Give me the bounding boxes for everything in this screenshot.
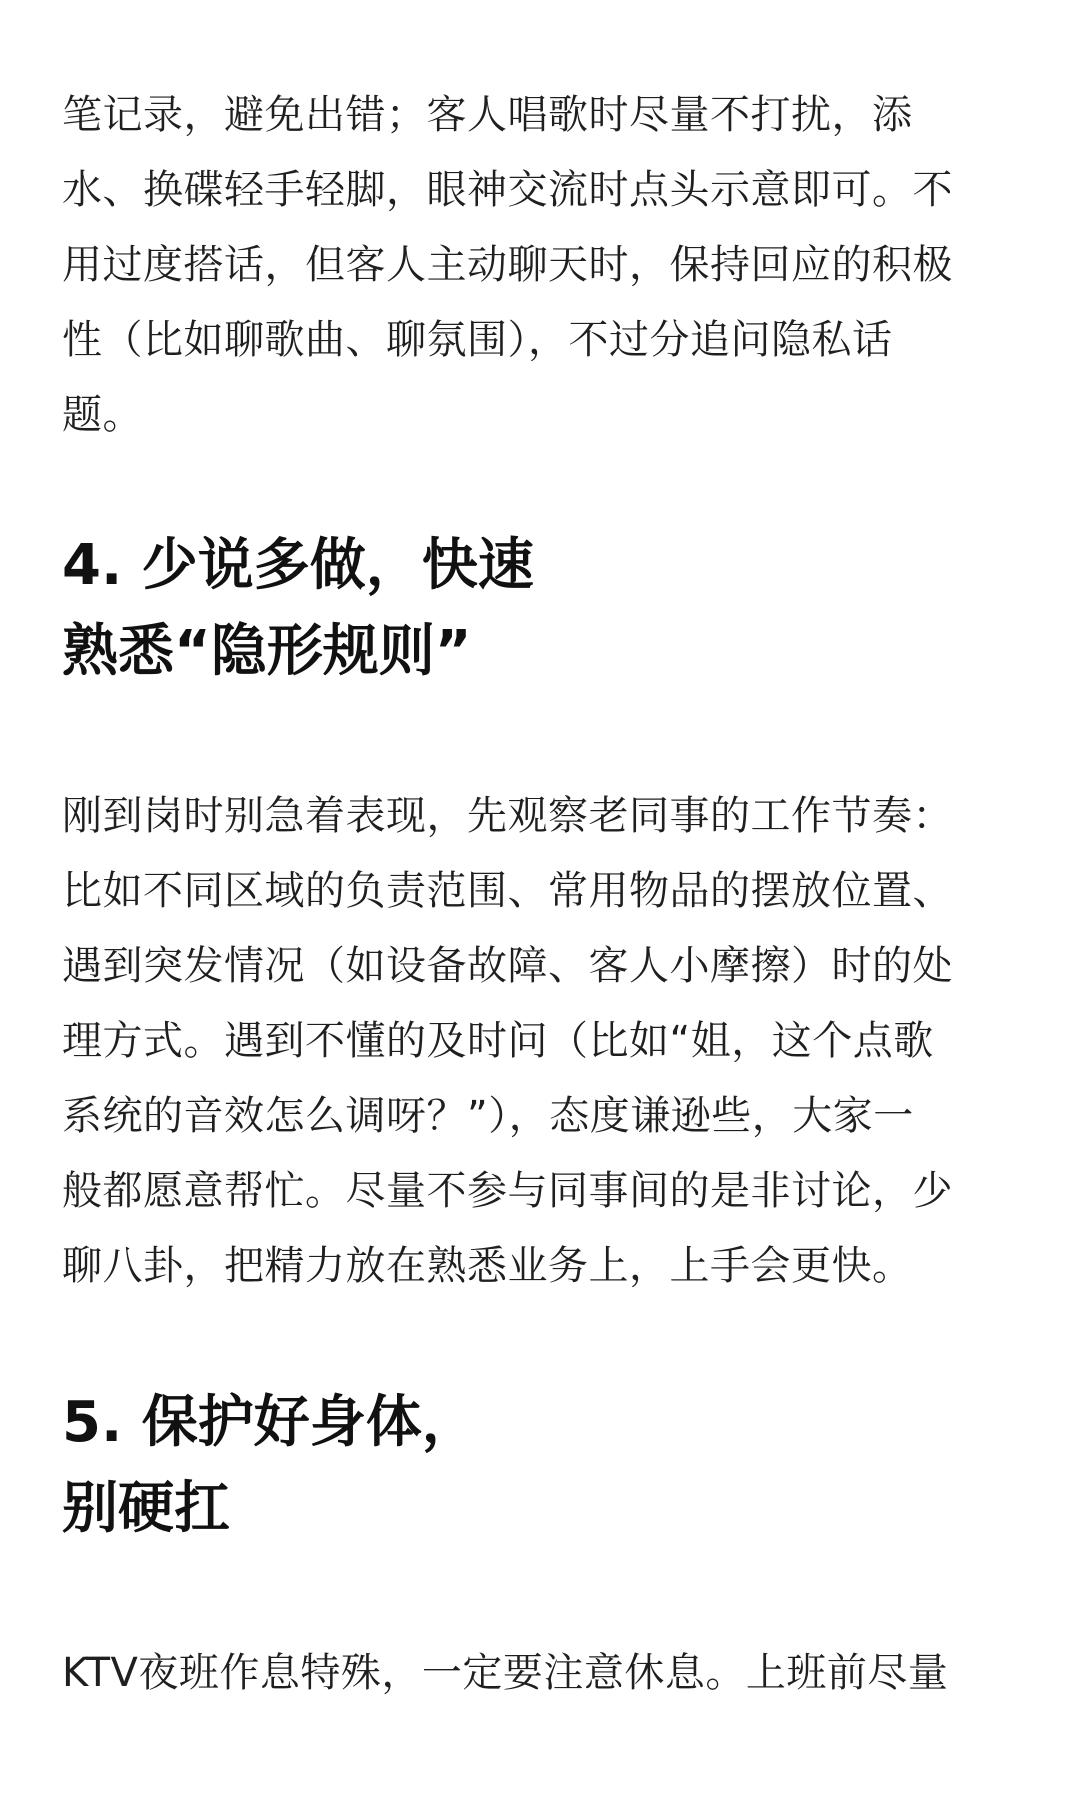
article-body: [62, 78, 1022, 1711]
text-line: 刚到岗时别急着表现，先观察老同事的工作节奏：: [62, 793, 953, 839]
paragraph-hidden-rules: [62, 779, 1022, 1304]
heading-line: 别硬扛: [62, 1476, 230, 1541]
section-heading-5: [62, 1380, 1022, 1552]
heading-line: 熟悉“隐形规则”: [62, 619, 472, 684]
text-line: 理方式。遇到不懂的及时问（比如“姐，这个点歌: [62, 1018, 934, 1064]
section-heading-4: [62, 523, 1022, 695]
text-line: 笔记录，避免出错；客人唱歌时尽量不打扰，添: [62, 92, 913, 138]
text-line: 题。: [62, 392, 143, 438]
paragraph-customer-service: [62, 78, 1022, 453]
text-line: 系统的音效怎么调呀？”），态度谦逊些，大家一: [62, 1093, 914, 1139]
text-line: 聊八卦，把精力放在熟悉业务上，上手会更快。: [62, 1243, 913, 1289]
text-line: KTV夜班作息特殊，一定要注意休息。上班前尽量: [62, 1650, 949, 1696]
text-line: 用过度搭话，但客人主动聊天时，保持回应的积极: [62, 242, 953, 288]
text-line: 水、换碟轻手轻脚，眼神交流时点头示意即可。不: [62, 167, 953, 213]
text-line: 性（比如聊歌曲、聊氛围），不过分追问隐私话: [62, 317, 893, 363]
paragraph-rest: [62, 1636, 1022, 1711]
text-line: 比如不同区域的负责范围、常用物品的摆放位置、: [62, 868, 953, 914]
text-line: 般都愿意帮忙。尽量不参与同事间的是非讨论，少: [62, 1168, 953, 1214]
heading-line: 4. 少说多做，快速: [62, 533, 534, 598]
heading-line: 5. 保护好身体，: [62, 1390, 478, 1455]
text-line: 遇到突发情况（如设备故障、客人小摩擦）时的处: [62, 943, 953, 989]
